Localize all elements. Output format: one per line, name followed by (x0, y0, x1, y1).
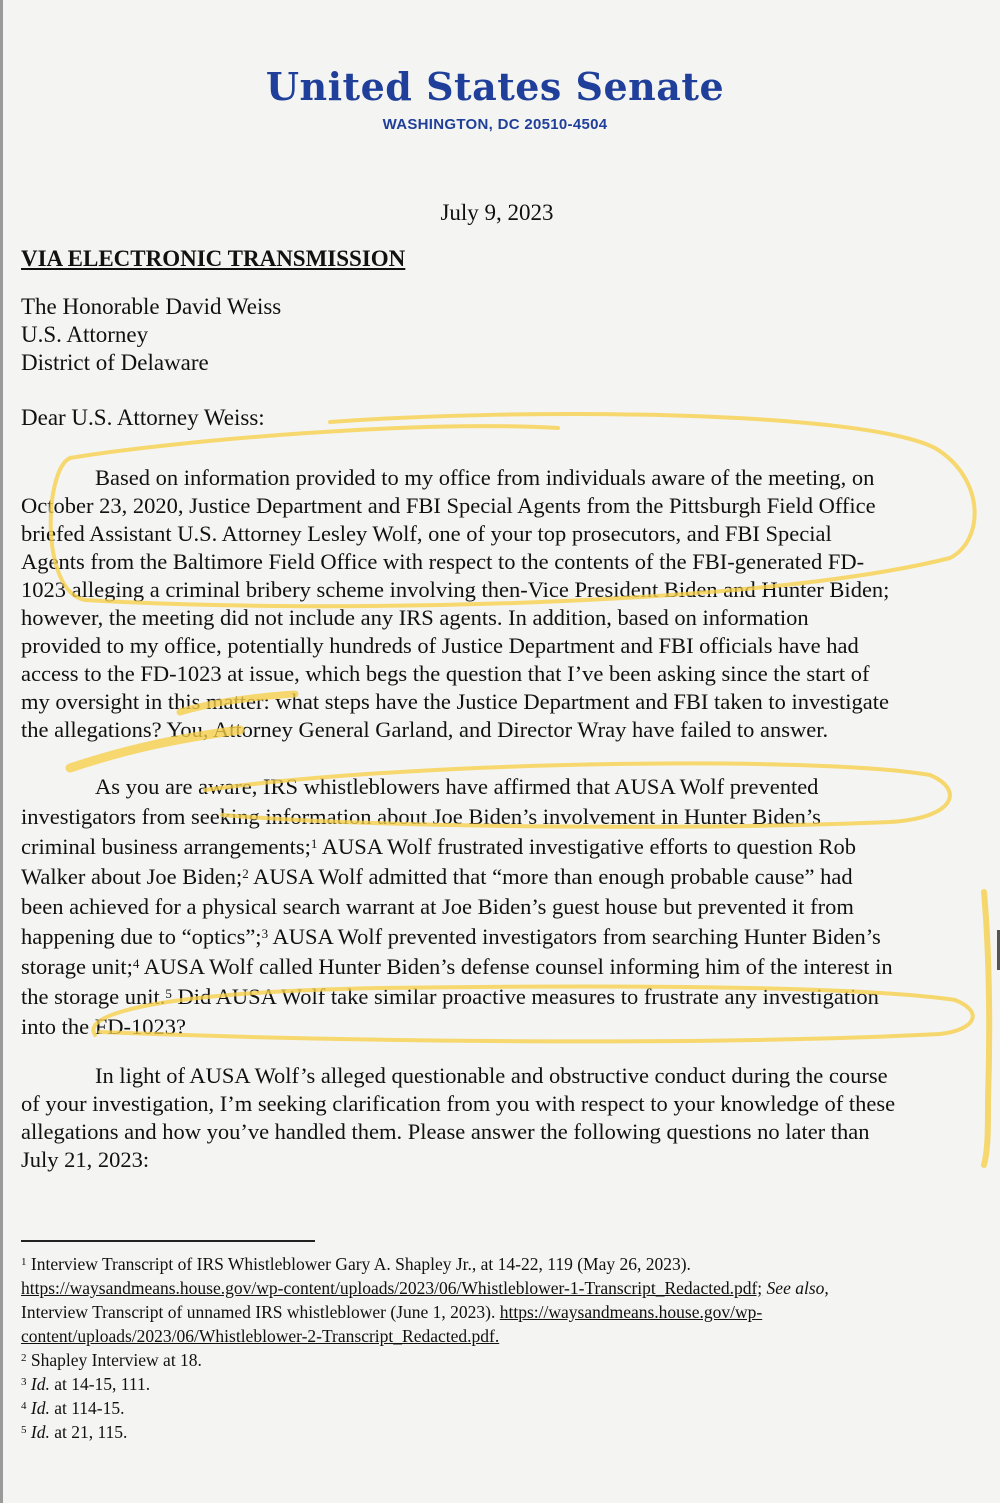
paragraph-line: briefed Assistant U.S. Attorney Lesley Wolf, one of your top prosecutors, and FBI Special (21, 521, 832, 546)
footnote-marker: 2 (21, 1352, 27, 1364)
footnotes (21, 1252, 981, 1444)
line-text: AUSA Wolf called Hunter Biden’s defense counsel informing him of the interest in (139, 954, 893, 979)
letterhead-title: United States Senate (265, 64, 725, 109)
footnote-1-cont (21, 1300, 981, 1324)
paragraph-2 (21, 772, 971, 1042)
paragraph-1 (21, 464, 971, 744)
line-text: AUSA Wolf admitted that “more than enough probable cause” had (248, 864, 853, 889)
paragraph-line: been achieved for a physical search warrant at Joe Biden’s guest house but prevented it from (21, 894, 854, 919)
paragraph-3 (21, 1062, 971, 1174)
footnote-marker: 4 (21, 1400, 27, 1412)
letter-date: July 9, 2023 (440, 200, 554, 225)
paragraph-line: Agents from the Baltimore Field Office with respect to the contents of the FBI-generated FD- (21, 549, 865, 574)
delivery-method: VIA ELECTRONIC TRANSMISSION (21, 246, 406, 271)
footnote-link[interactable]: https://waysandmeans.house.gov/wp-content/uploads/2023/06/Whistleblower-1-Transcript_Redacted.pdf; (21, 1278, 763, 1298)
footnote-id: Id. (30, 1398, 50, 1418)
paragraph-line (21, 982, 971, 1012)
footnote-ref-4[interactable]: 4 (132, 956, 140, 971)
paragraph-line: of your investigation, I’m seeking clarification from you with respect to your knowledge of these (21, 1091, 896, 1116)
footnote-text: at 14-15, 111. (54, 1374, 151, 1394)
paragraph-line (21, 952, 971, 982)
footnote-3 (21, 1372, 981, 1396)
paragraph-line (21, 862, 971, 892)
paragraph-line (21, 832, 971, 862)
highlight-vertical-margin (984, 892, 989, 1165)
paragraph-line: Based on information provided to my office from individuals aware of the meeting, on (95, 465, 875, 490)
recipient-name: The Honorable David Weiss (21, 294, 282, 319)
paragraph-line: In light of AUSA Wolf’s alleged questionable and obstructive conduct during the course (95, 1063, 888, 1088)
line-text: AUSA Wolf frustrated investigative efforts to question Rob (317, 834, 856, 859)
footnote-text: at 114-15. (54, 1398, 125, 1418)
footnote-marker: 5 (21, 1424, 27, 1436)
footnote-marker: 3 (21, 1376, 27, 1388)
footnote-4 (21, 1396, 981, 1420)
footnote-link[interactable]: content/uploads/2023/06/Whistleblower-2-Transcript_Redacted.pdf. (21, 1326, 500, 1346)
footnote-text: Interview Transcript of IRS Whistleblower Gary A. Shapley Jr., at 14-22, 119 (May 26, 2023). (30, 1254, 691, 1274)
footnote-text: Interview Transcript of unnamed IRS whistleblower (June 1, 2023). (21, 1302, 496, 1322)
footnote-marker: 1 (21, 1256, 27, 1268)
paragraph-line (21, 922, 971, 952)
footnote-id: Id. (30, 1422, 50, 1442)
salutation: Dear U.S. Attorney Weiss: (21, 405, 265, 430)
paragraph-line: allegations and how you’ve handled them. Please answer the following questions no later than (21, 1119, 870, 1144)
paragraph-line: As you are aware, IRS whistleblowers have affirmed that AUSA Wolf prevented (95, 774, 819, 799)
footnote-5 (21, 1420, 981, 1444)
footnote-1-cont (21, 1324, 981, 1348)
footnote-id: Id. (30, 1374, 50, 1394)
paragraph-line: July 21, 2023: (21, 1147, 150, 1172)
paragraph-line: access to the FD-1023 at issue, which begs the question that I’ve been asking since the start of (21, 661, 870, 686)
footnote-1-cont (21, 1276, 981, 1300)
footnote-link[interactable]: https://waysandmeans.house.gov/wp- (499, 1302, 763, 1322)
recipient-title: U.S. Attorney (21, 322, 149, 347)
footnote-2 (21, 1348, 981, 1372)
line-text: the storage unit. (21, 984, 166, 1009)
line-text: Did AUSA Wolf take similar proactive measures to frustrate any investigation (171, 984, 879, 1009)
footnote-ref-2[interactable]: 2 (242, 866, 249, 881)
footnote-ref-1[interactable]: 1 (310, 836, 318, 851)
letterhead-address: WASHINGTON, DC 20510-4504 (382, 116, 608, 133)
line-text: AUSA Wolf prevented investigators from searching Hunter Biden’s (268, 924, 881, 949)
footnote-text: at 21, 115. (54, 1422, 128, 1442)
line-text: Walker about Joe Biden; (21, 864, 243, 889)
footnote-ref-5[interactable]: 5 (165, 986, 172, 1001)
paragraph-line: my oversight in this matter: what steps have the Justice Department and FBI taken to investigate (21, 689, 889, 714)
footnote-see-also: See also, (766, 1278, 829, 1298)
paragraph-line: however, the meeting did not include any IRS agents. In addition, based on information (21, 605, 809, 630)
paragraph-line: the allegations? You, Attorney General Garland, and Director Wray have failed to answer. (21, 717, 829, 742)
footnote-text: Shapley Interview at 18. (30, 1350, 202, 1370)
footnote-ref-3[interactable]: 3 (261, 926, 269, 941)
footnote-1 (21, 1252, 981, 1276)
line-text: criminal business arrangements; (21, 834, 311, 859)
paragraph-line: October 23, 2020, Justice Department and FBI Special Agents from the Pittsburgh Field Office (21, 493, 876, 518)
paragraph-line: provided to my office, potentially hundreds of Justice Department and FBI officials have had (21, 633, 859, 658)
line-text: storage unit; (21, 954, 133, 979)
paragraph-line: into the FD-1023? (21, 1014, 186, 1039)
recipient-office: District of Delaware (21, 350, 209, 375)
footnote-divider (21, 1240, 315, 1242)
paragraph-line: investigators from seeking information about Joe Biden’s involvement in Hunter Biden’s (21, 804, 821, 829)
paragraph-line: 1023 alleging a criminal bribery scheme involving then-Vice President Biden and Hunter Biden; (21, 577, 890, 602)
line-text: happening due to “optics”; (21, 924, 262, 949)
